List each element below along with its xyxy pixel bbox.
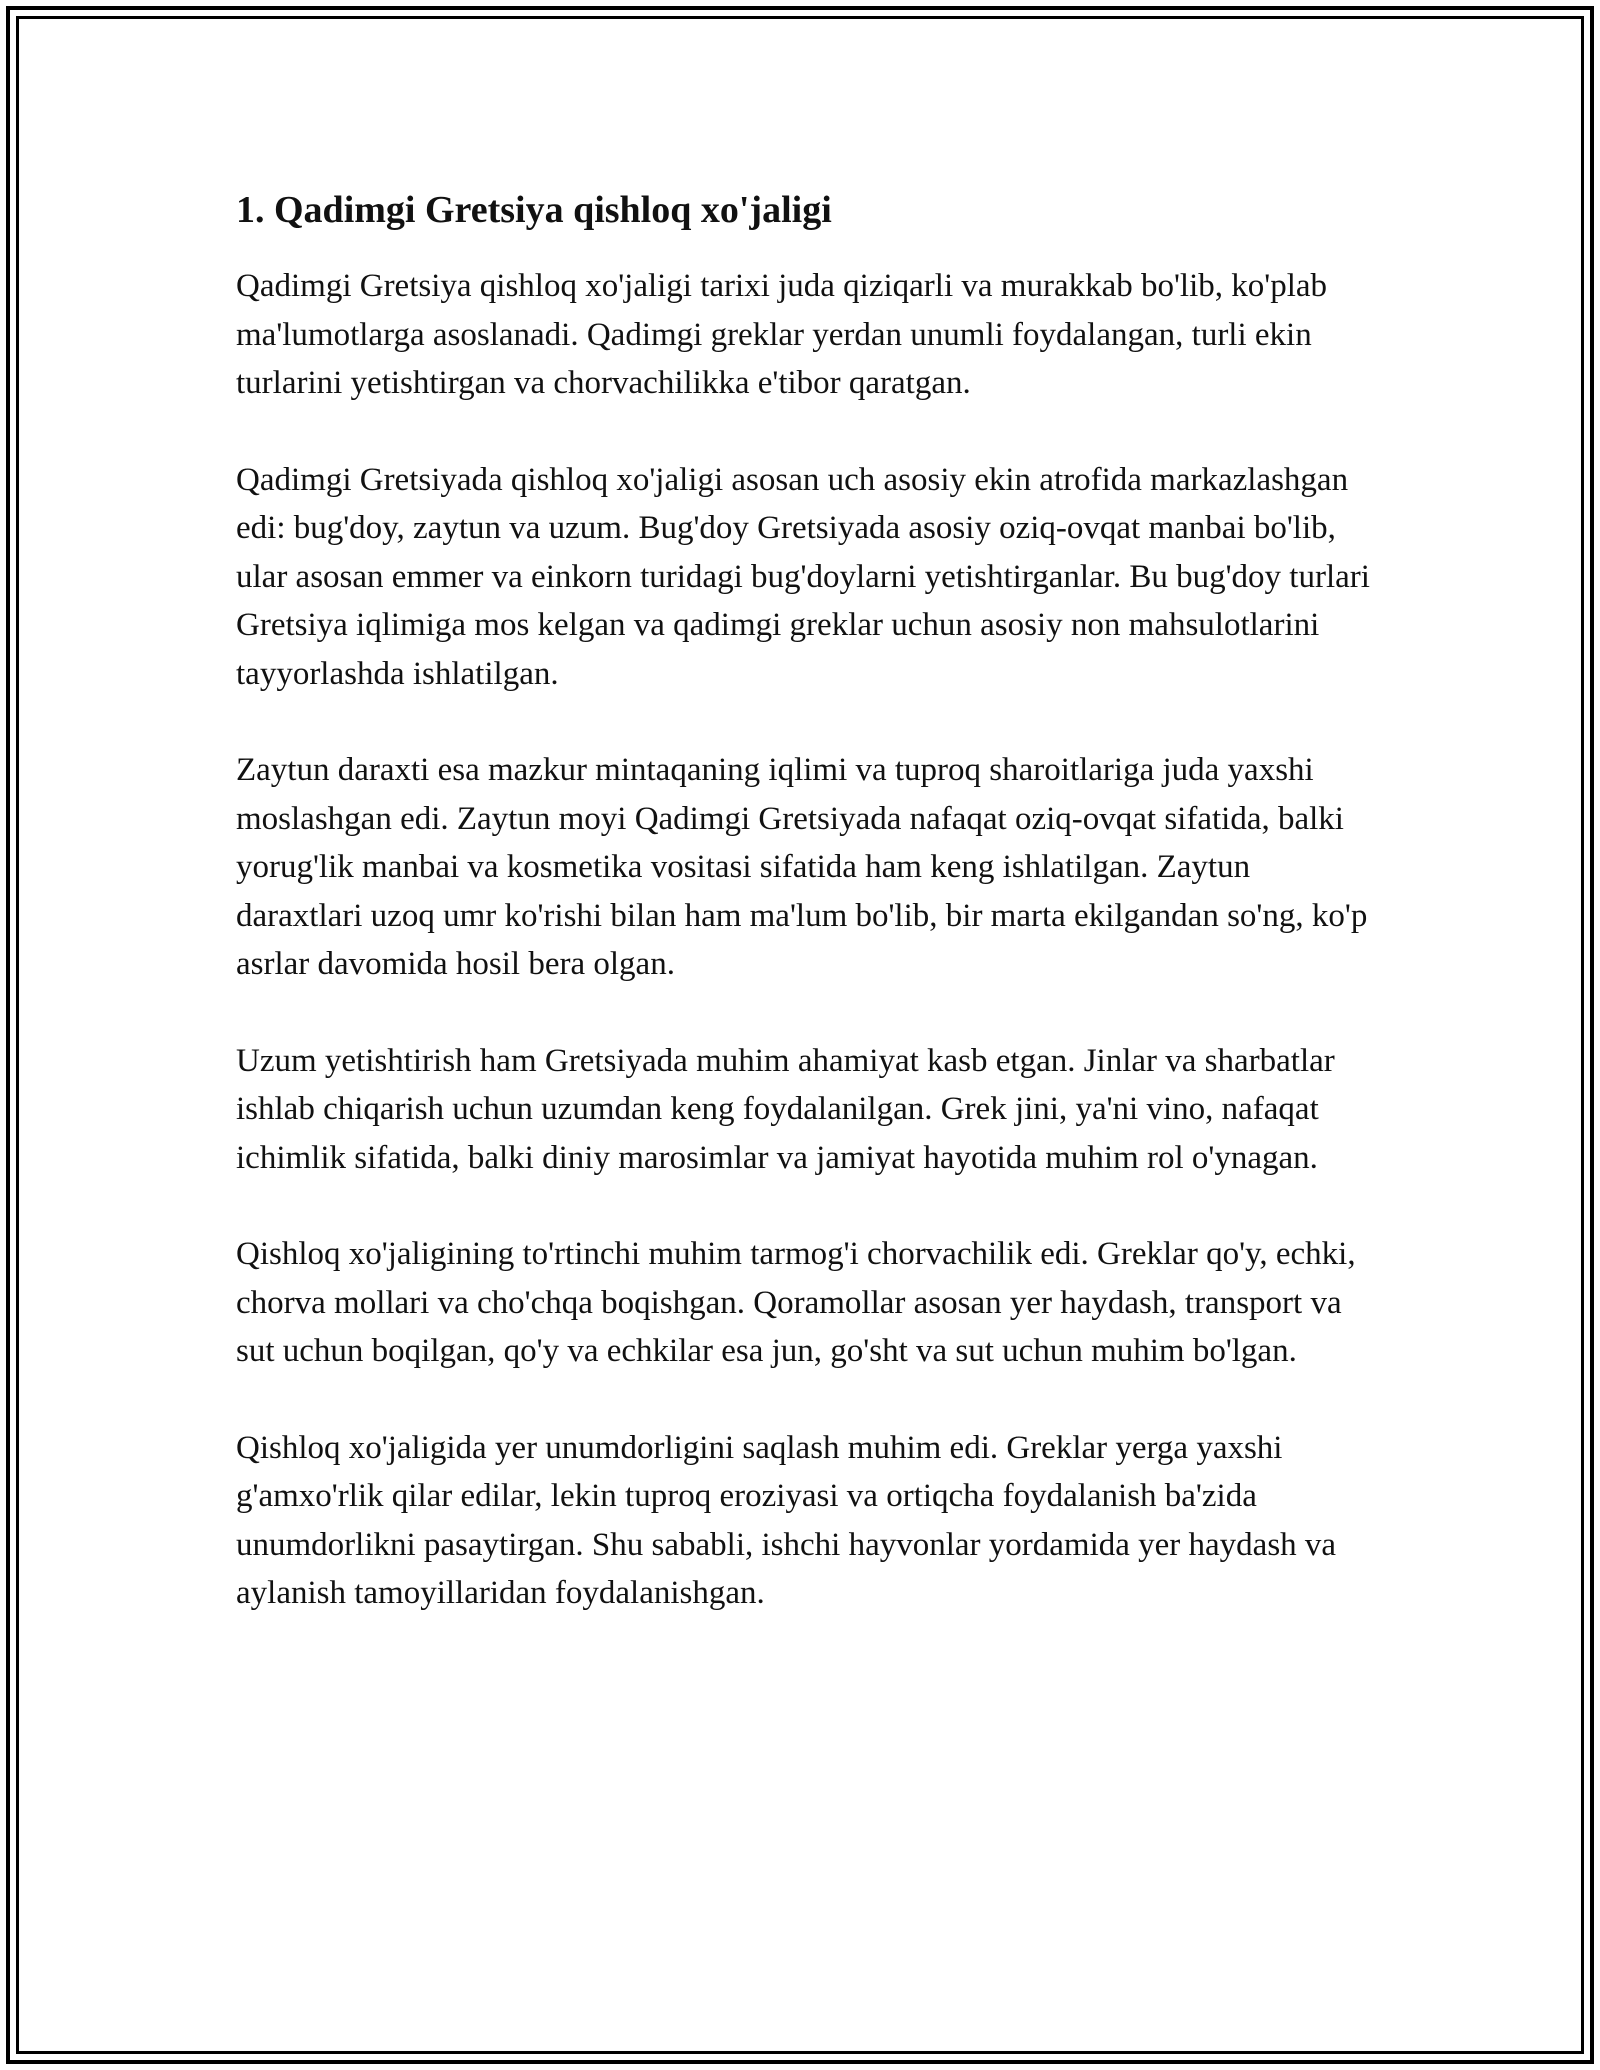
document-body (236, 188, 1376, 1666)
paragraph-olive: Zaytun daraxti esa mazkur mintaqaning iqlimi va tuproq sharoitlariga juda yaxshi moslashgan edi. Zaytun moyi Qadimgi Gretsiyada nafaqat oziq-ovqat sifatida, balki yorug'lik manbai va kosmetika vositasi sifatida ham keng ishlatilgan. Zaytun daraxtlari uzoq umr ko'rishi bilan ham ma'lum bo'lib, bir marta ekilgandan so'ng, ko'p asrlar davomida hosil bera olgan. (236, 752, 1368, 982)
section-title: 1. Qadimgi Gretsiya qishloq xo'jaligi (236, 189, 832, 231)
paragraph-livestock: Qishloq xo'jaligining to'rtinchi muhim tarmog'i chorvachilik edi. Greklar qo'y, echki, chorva mollari va cho'chqa boqishgan. Qoramollar asosan yer haydash, transport va sut uchun boqilgan, qo'y va echkilar esa jun, go'sht va sut uchun muhim bo'lgan. (236, 1236, 1356, 1369)
paragraph-main-crops: Qadimgi Gretsiyada qishloq xo'jaligi asosan uch asosiy ekin atrofida markazlashgan edi: bug'doy, zaytun va uzum. Bug'doy Gretsiyada asosiy oziq-ovqat manbai bo'lib, ular asosan emmer va einkorn turidagi bug'doylarni yetishtirganlar. Bu bug'doy turlari Gretsiya iqlimiga mos kelgan va qadimgi greklar uchun asosiy non mahsulotlarini tayyorlashda ishlatilgan. (236, 461, 1370, 692)
paragraph-grapes: Uzum yetishtirish ham Gretsiyada muhim ahamiyat kasb etgan. Jinlar va sharbatlar ishlab chiqarish uchun uzumdan keng foydalanilgan. Grek jini, ya'ni vino, nafaqat ichimlik sifatida, balki diniy marosimlar va jamiyat hayotida muhim rol o'ynagan. (236, 1042, 1335, 1176)
paragraph-intro: Qadimgi Gretsiya qishloq xo'jaligi tarixi juda qiziqarli va murakkab bo'lib, ko'plab ma'lumotlarga asoslanadi. Qadimgi greklar yerdan unumli foydalangan, turli ekin turlarini yetishtirgan va chorvachilikka e'tibor qaratgan. (236, 268, 1328, 401)
paragraph-soil-fertility: Qishloq xo'jaligida yer unumdorligini saqlash muhim edi. Greklar yerga yaxshi g'amxo'rlik qilar edilar, lekin tuproq eroziyasi va ortiqcha foydalanish ba'zida unumdorlikni pasaytirgan. Shu sababli, ishchi hayvonlar yordamida yer haydash va aylanish tamoyillaridan foydalanishgan. (236, 1429, 1337, 1611)
